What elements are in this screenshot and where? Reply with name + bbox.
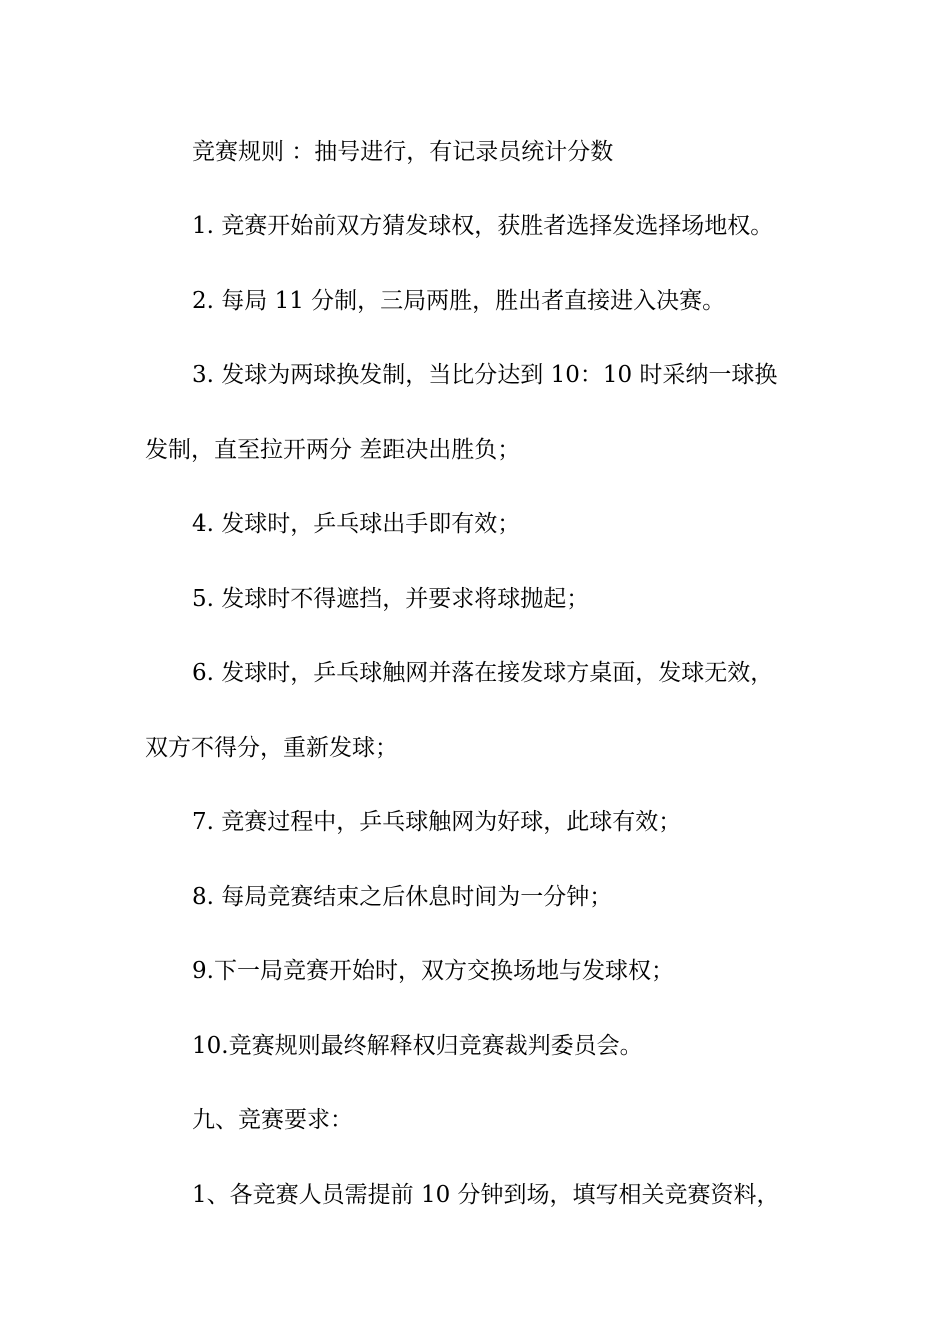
rule-3-line-2: 发制，直至拉开两分 差距决出胜负； bbox=[145, 437, 521, 463]
rule-2: 2. 每局 11 分制，三局两胜，胜出者直接进入决赛。 bbox=[192, 288, 726, 314]
rule-8: 8. 每局竞赛结束之后休息时间为一分钟； bbox=[192, 884, 613, 910]
rules-heading: 竞赛规则 ：抽号进行，有记录员统计分数 bbox=[192, 139, 614, 165]
requirement-1: 1、各竞赛人员需提前 10 分钟到场，填写相关竞赛资料， bbox=[192, 1182, 780, 1208]
rule-7: 7. 竞赛过程中，乒乓球触网为好球，此球有效； bbox=[192, 809, 682, 835]
rule-6-line-2: 双方不得分，重新发球； bbox=[145, 735, 398, 761]
rule-6-line-1: 6. 发球时，乒乓球触网并落在接发球方桌面，发球无效， bbox=[192, 660, 774, 686]
rule-1: 1. 竞赛开始前双方猜发球权，获胜者选择发选择场地权。 bbox=[192, 213, 774, 239]
rule-9: 9.下一局竞赛开始时，双方交换场地与发球权； bbox=[192, 958, 674, 984]
section-9-heading: 九、竞赛要求： bbox=[192, 1107, 353, 1133]
rule-3-line-1: 3. 发球为两球换发制，当比分达到 10：10 时采纳一球换 bbox=[192, 362, 778, 388]
rule-4: 4. 发球时，乒乓球出手即有效； bbox=[192, 511, 521, 537]
rule-10: 10.竞赛规则最终解释权归竞赛裁判委员会。 bbox=[192, 1033, 643, 1059]
rule-5: 5. 发球时不得遮挡，并要求将球抛起； bbox=[192, 586, 590, 612]
